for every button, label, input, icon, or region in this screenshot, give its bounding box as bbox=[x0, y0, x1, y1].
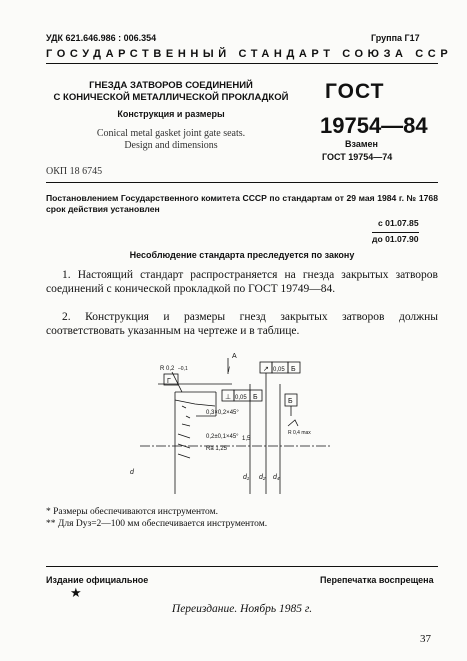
footer-rule bbox=[46, 566, 438, 567]
note-r-max: R 0,4 max bbox=[288, 430, 311, 436]
group-code: Группа Г17 bbox=[371, 33, 420, 43]
label-r: R 0,2 bbox=[160, 366, 175, 372]
okp-code: ОКП 18 6745 bbox=[46, 166, 103, 177]
subtitle-ru: Конструкция и размеры bbox=[117, 109, 225, 119]
title-ru-line1: ГНЕЗДА ЗАТВОРОВ СОЕДИНЕНИЙ bbox=[89, 80, 253, 91]
runout-symbol: ↗ bbox=[263, 366, 269, 373]
page-number: 37 bbox=[420, 633, 431, 645]
label-l: l bbox=[228, 367, 230, 374]
chamfer-2: 0,2±0,1×45° bbox=[206, 434, 239, 440]
dim-d: d bbox=[130, 469, 134, 476]
runout-base: Б bbox=[291, 366, 296, 373]
leader-r bbox=[172, 372, 182, 392]
top-rule bbox=[46, 63, 438, 64]
dim-d1: d₁ bbox=[243, 474, 250, 481]
roughness-mark bbox=[288, 420, 298, 426]
perp-tol: 0,05 bbox=[235, 395, 247, 401]
title-ru bbox=[46, 80, 296, 104]
standard-banner: ГОСУДАРСТВЕННЫЙ СТАНДАРТ СОЮЗА ССР bbox=[46, 48, 453, 60]
seat-drawing bbox=[120, 344, 340, 504]
replace-label: Взамен bbox=[345, 139, 378, 149]
noncompliance-notice: Несоблюдение стандарта преследуется по закону bbox=[129, 250, 355, 260]
title-en bbox=[46, 128, 296, 152]
datum-b-label: Б bbox=[288, 398, 293, 405]
paragraph-1: 1. Настоящий стандарт распространяется на гнезда закрытых затворов соединений с конической прокладкой по ГОСТ 19749—84. bbox=[46, 269, 438, 295]
title-en-line1: Conical metal gasket joint gate seats. bbox=[96, 128, 246, 139]
title-en-line2: Design and dimensions bbox=[124, 140, 218, 151]
cone-profile bbox=[175, 400, 215, 406]
label-g: Г bbox=[167, 378, 171, 385]
perp-base: Б bbox=[253, 394, 258, 401]
dim-d4: d₄ bbox=[273, 474, 280, 481]
footnote-1: * Размеры обеспечиваются инструментом. bbox=[46, 507, 219, 517]
middle-rule bbox=[46, 182, 438, 183]
roughness: Ra 1,25 bbox=[206, 446, 228, 452]
perp-symbol: ⊥ bbox=[225, 394, 232, 401]
dim-d2: d₂ bbox=[259, 474, 266, 481]
date-from: с 01.07.85 bbox=[378, 218, 419, 228]
date-to: до 01.07.90 bbox=[372, 234, 419, 244]
reprint-forbidden: Перепечатка воспрещена bbox=[320, 575, 434, 585]
gost-label: ГОСТ bbox=[325, 80, 385, 103]
label-a: А bbox=[232, 353, 237, 360]
chamfer-1: 0,3×0,2×45° bbox=[206, 410, 239, 416]
decree-text: Постановлением Государственного комитета СССР по стандартам от 29 мая 1984 г. № 1768 срок действия установлен bbox=[46, 193, 438, 214]
footnote-2: ** Для Dуз=2—100 мм обеспечивается инструментом. bbox=[46, 519, 268, 529]
gost-number: 19754—84 bbox=[320, 113, 428, 138]
hatching bbox=[178, 406, 190, 458]
paragraph-2: 2. Конструкция и размеры гнезд закрытых затворов должны соответствовать указанным на чертеже и в таблице. bbox=[46, 311, 438, 337]
dim-small: 1,5 bbox=[242, 436, 251, 442]
runout-tol: 0,05 bbox=[273, 367, 285, 373]
title-ru-line2: С КОНИЧЕСКОЙ МЕТАЛЛИЧЕСКОЙ ПРОКЛАДКОЙ bbox=[53, 92, 289, 103]
reissue-note: Переиздание. Ноябрь 1985 г. bbox=[171, 603, 313, 615]
label-r-tol: –0,1 bbox=[178, 366, 188, 372]
official-edition: Издание официальное bbox=[46, 575, 149, 585]
star-icon: ★ bbox=[70, 585, 82, 600]
udk-code: УДК 621.646.986 : 006.354 bbox=[46, 33, 157, 43]
replace-value: ГОСТ 19754—74 bbox=[322, 152, 393, 162]
